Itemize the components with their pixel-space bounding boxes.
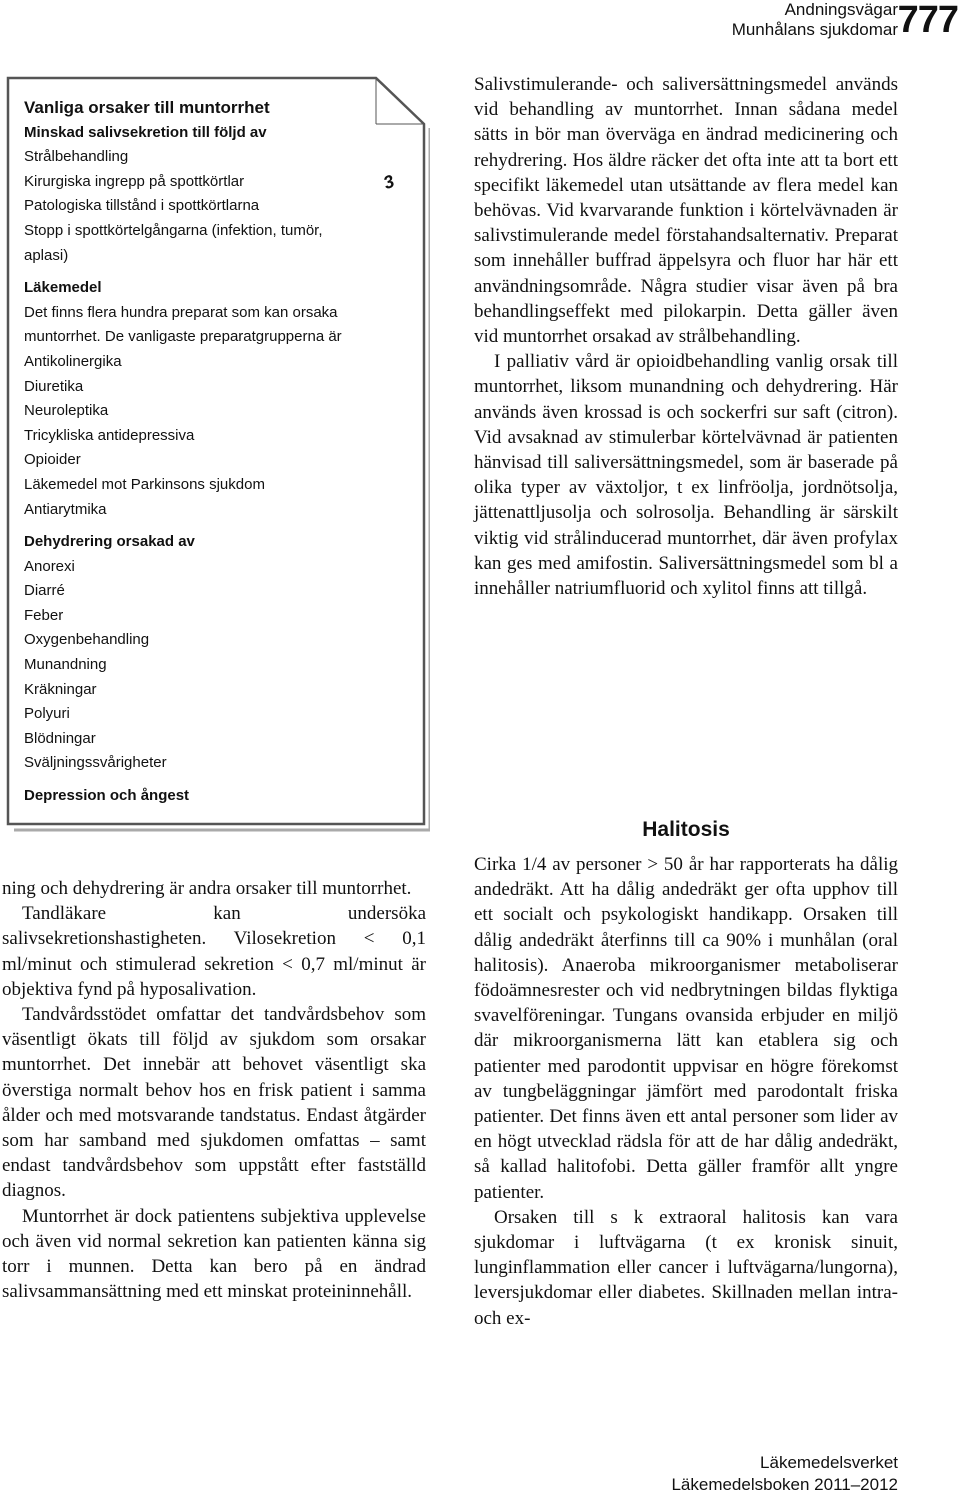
running-header (732, 0, 898, 40)
paragraph: ning och dehydrering är andra orsaker till muntorrhet. (2, 878, 412, 899)
sidebar-heading: Vanliga orsaker till muntorrhet (24, 98, 270, 117)
paragraph: Orsaken till s k extraoral halitosis kan vara sjukdomar i luftvägarna (t ex kronisk sinuit, lunginflammation eller cancer i luftvägarna/lungorna), leversjukdomar eller diabetes. Skillnaden mellan intra- och ex- (474, 1206, 898, 1329)
footer-publisher: Läkemedelsverket (760, 1453, 898, 1472)
sidebar-content (24, 96, 404, 809)
sidebar-line: Munandning (24, 656, 107, 674)
paragraph: Tandvårdsstödet omfattar det tandvårdsbehov som väsentligt ökats till följd av sjukdom som orsakar muntorrhet. Det innebär att behovet väsentligt ska överstiga normalt behov hos en frisk patient i samma ålder och med motsvarande tandstatus. Endast åtgärder som har samband med sjukdomen omfattas – samt endast tandvårdsbehov som uppstått efter fastställd diagnos. (2, 1004, 426, 1202)
right-column-top (474, 72, 898, 601)
halitosis-heading: Halitosis (642, 818, 730, 841)
sidebar-line: Opioider (24, 451, 81, 469)
sidebar-line: Diarré (24, 582, 65, 600)
footer-book: Läkemedelsboken 2011–2012 (671, 1475, 898, 1494)
paragraph: Cirka 1/4 av personer > 50 år har rapporterats ha dålig andedräkt. Att ha dålig andedräkt ger ofta upphov till ett socialt och psykologiskt handikapp. Orsaken till dålig andedräkt återfinns till ca 90% i munhålan (oral halitosis). Anaeroba mikroorganismer metaboliserar födoämnesrester och vid nedbrytningen bildas flyktiga svavelföreningar. Tungans ovansida erbjuder en miljö där mikroorganismerna lätt kan etablera sig och patienter med parodontit uppvisar en högre förekomst av tungbeläggningar jämfört med parodontalt friska patienter. Det finns även ett antal personer som lider av en högt utvecklad rädsla för att de har dålig andedräkt, så kallad halitofobi. Detta gäller framför allt yngre patienter. (474, 854, 898, 1203)
sidebar-gap (24, 268, 404, 276)
sidebar-line: Polyuri (24, 705, 70, 723)
sidebar-line: Patologiska tillstånd i spottkörtlarna (24, 197, 260, 215)
sidebar-line: Det finns flera hundra preparat som kan orsaka (24, 303, 338, 321)
sidebar-line: Diuretika (24, 377, 84, 395)
sidebar-box (6, 76, 424, 828)
sidebar-line: Blödningar (24, 729, 96, 747)
paragraph: Salivstimulerande- och saliversättningsmedel används vid behandling av muntorrhet. Innan sådana medel sätts in bör man överväga en ändrad medicinering och rehydrering. Hos äldre räcker det ofta inte att ta bort ett specifikt läkemedel utan utsättande av flera medel kan behövas. Vid kvarvarande funktion i körtelvävnaden är salivstimulerande medel förstahandsalternativ. Preparat som innehåller buffrad äppelsyra och fluor har här ett användningsområde. Några studier visar även på bra behandlingseffekt med pilokarpin. Detta gäller även vid muntorrhet orsakad av strålbehandling. (474, 74, 898, 348)
sidebar-line: Antiarytmika (24, 500, 107, 518)
sidebar-line: Anorexi (24, 557, 75, 575)
sidebar-line: Tricykliska antidepressiva (24, 426, 195, 444)
paragraph: Muntorrhet är dock patientens subjektiva upplevelse och även vid normal sekretion kan patienten känna sig torr i munnen. Detta kan bero på en ändrad salivsammansättning med ett minskat proteininnehåll. (2, 1205, 426, 1303)
sidebar-line: aplasi) (24, 246, 69, 264)
page-number: 777 (897, 0, 958, 41)
sidebar-line: Oxygenbehandling (24, 631, 150, 649)
sidebar-line: Stopp i spottkörtelgångarna (infektion, tumör, (24, 221, 323, 239)
sidebar-line: Strålbehandling (24, 148, 129, 166)
paragraph: Tandläkare kan undersöka salivsekretionshastigheten. Vilosekretion < 0,1 ml/minut och stimulerad sekretion < 0,7 ml/minut är objektiva fynd på hyposalivation. (2, 903, 426, 1000)
sidebar-line: Feber (24, 606, 64, 624)
sidebar-line: Neuroleptika (24, 402, 109, 420)
header-section: Andningsvägar (784, 0, 898, 19)
sidebar-gap (24, 776, 404, 784)
sidebar-tab-number: 3 (380, 170, 397, 194)
footer (671, 1452, 898, 1496)
left-column (2, 876, 426, 1304)
sidebar-line: Läkemedel mot Parkinsons sjukdom (24, 475, 265, 493)
sidebar-gap (24, 522, 404, 530)
halitosis-body (474, 852, 898, 1331)
sidebar-heading: Dehydrering orsakad av (24, 533, 195, 551)
paragraph: I palliativ vård är opioidbehandling vanlig orsak till muntorrhet, liksom munandning och dehydrering. Här används även krossad is och sockerfri sur saft (citron). Vid avsaknad av stimulerbar körtelvävnad är patienten hänvisad till saliversättningsmedel, som är baserade på olika typer av växtoljor, t ex linfröolja, jordnötsolja, jättenattljusolja och solrosolja. Behandling är särskilt viktig vid strålinducerad muntorrhet, där även profylax kan ges med amifostin. Saliversättningsmedel som bl a innehåller natriumfluorid och xylitol finns att tillgå. (474, 351, 898, 600)
sidebar-heading: Läkemedel (24, 279, 102, 297)
sidebar-heading: Depression och ångest (24, 787, 190, 805)
sidebar-line: Antikolinergika (24, 352, 122, 370)
sidebar-line: Kirurgiska ingrepp på spottkörtlar (24, 172, 245, 190)
header-subsection: Munhålans sjukdomar (731, 20, 898, 39)
sidebar-line: muntorrhet. De vanligaste preparatgrupperna är (24, 328, 342, 346)
sidebar-line: Sväljningssvårigheter (24, 754, 167, 772)
sidebar-line: Kräkningar (24, 680, 97, 698)
sidebar-heading: Minskad salivsekretion till följd av (24, 123, 267, 141)
